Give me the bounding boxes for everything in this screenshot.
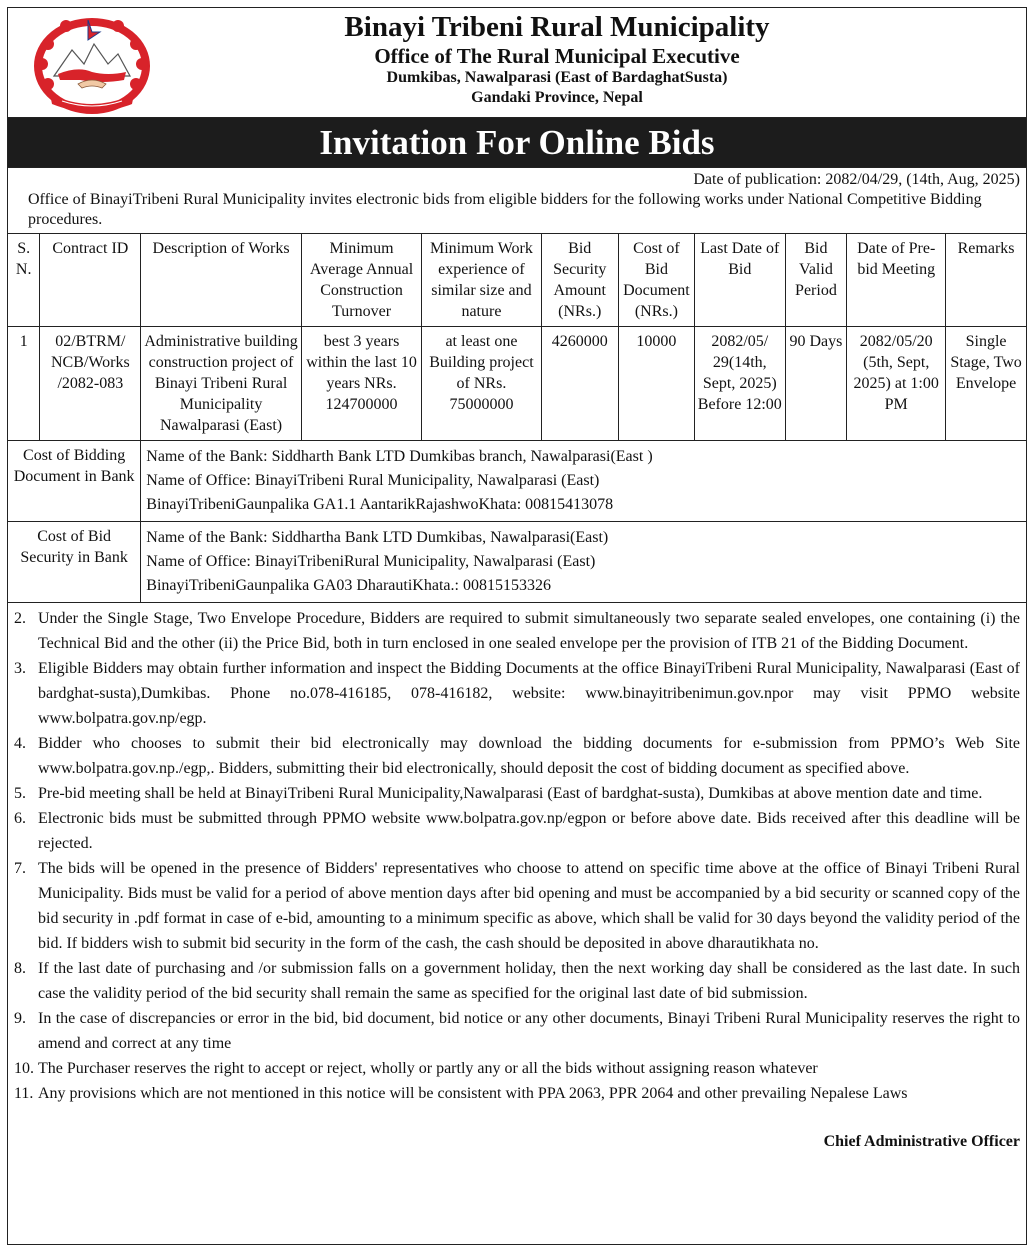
- nepal-government-emblem-icon: [28, 14, 156, 114]
- col-header: Bid Valid Period: [785, 234, 847, 327]
- header-text: [168, 10, 946, 108]
- clause-item: [14, 781, 1020, 806]
- cell-sn: 1: [8, 327, 40, 441]
- col-header: Remarks: [946, 234, 1026, 327]
- table-header-row: [8, 234, 1026, 327]
- publication-date: Date of publication: 2082/04/29, (14th, Aug, 2025): [693, 171, 1020, 188]
- office-name: Office of The Rural Municipal Executive: [374, 44, 740, 68]
- col-header: Minimum Work experience of similar size and nature: [422, 234, 541, 327]
- bank-row-bid-security: [8, 522, 1026, 603]
- bank-line: BinayiTribeniGaunpalika GA1.1 AantarikRajashwoKhata: 00815413078: [146, 496, 614, 513]
- col-header: Bid Security Amount (NRs.): [541, 234, 618, 327]
- clause-text: In the case of discrepancies or error in the bid, bid document, bid notice or any other documents, Binayi Tribeni Rural Municipality reserves the right to amend and correct at any time: [38, 1010, 1020, 1052]
- clause-number: 8.: [14, 960, 26, 977]
- cell-last-date: 2082/05/ 29(14th, Sept, 2025) Before 12:00: [694, 327, 785, 441]
- intro-text: Office of BinayiTribeni Rural Municipality invites electronic bids from eligible bidders for the following works under National Competitive Bidding procedures.: [28, 191, 982, 228]
- notice-title-banner: Invitation For Online Bids: [8, 118, 1026, 168]
- col-header: Last Date of Bid: [694, 234, 785, 327]
- clause-text: Bidder who chooses to submit their bid electronically may download the bidding documents for e-submission from PPMO’s Web Site www.bolpatra.gov.np./egp,. Bidders, submitting their bid electronically, should deposit the cost of bidding document as specified above.: [38, 735, 1020, 777]
- clause-number: 3.: [14, 660, 26, 677]
- clause-number: 4.: [14, 735, 26, 752]
- col-header: Description of Works: [141, 234, 302, 327]
- office-province: Gandaki Province, Nepal: [471, 89, 643, 106]
- clause-number: 11.: [14, 1085, 34, 1102]
- clause-number: 9.: [14, 1010, 26, 1027]
- cell-experience: at least one Building project of NRs. 75000000: [422, 327, 541, 441]
- col-header: Cost of Bid Document (NRs.): [618, 234, 694, 327]
- municipality-name: Binayi Tribeni Rural Municipality: [344, 11, 770, 43]
- clause-text: Any provisions which are not mentioned in this notice will be consistent with PPA 2063, PPR 2064 and other prevailing Nepalese Laws: [38, 1085, 908, 1102]
- clause-item: [14, 731, 1020, 781]
- cell-contract-id: 02/BTRM/ NCB/Works /2082-083: [40, 327, 141, 441]
- notice-clauses: [8, 603, 1026, 1131]
- clause-text: Eligible Bidders may obtain further information and inspect the Bidding Documents at the office BinayiTribeni Rural Municipality, Nawalparasi (East of bardghat-susta),Dumkibas. Phone no.078-416185, 078-416182, website: www.binayitribenimun.gov.npor may visit PPMO website www.bolpatra.gov.np/egp.: [38, 660, 1020, 727]
- cell-valid-period: 90 Days: [785, 327, 847, 441]
- col-header: Contract ID: [40, 234, 141, 327]
- clause-item: [14, 1106, 1020, 1131]
- clause-text: The Purchaser reserves the right to accept or reject, wholly or partly any or all the bids without assigning reason whatever: [38, 1060, 818, 1077]
- signature-title: Chief Administrative Officer: [823, 1133, 1020, 1150]
- bank-row-label: Cost of Bid Security in Bank: [8, 522, 141, 603]
- cell-prebid: 2082/05/20 (5th, Sept, 2025) at 1:00 PM: [847, 327, 946, 441]
- bank-line: Name of the Bank: Siddharth Bank LTD Dumkibas branch, Nawalparasi(East ): [146, 448, 653, 465]
- cell-doc-cost: 10000: [618, 327, 694, 441]
- office-address: Dumkibas, Nawalparasi (East of BardaghatSusta): [386, 69, 728, 86]
- clause-text: If the last date of purchasing and /or submission falls on a government holiday, then the next working day shall be considered as the last date. In such case the validity period of the bid security shall remain the same as specified for the original last date of bid submission.: [38, 960, 1020, 1002]
- bids-table: [8, 233, 1026, 603]
- intro-paragraph: [8, 190, 1026, 230]
- clause-number: 2.: [14, 610, 26, 627]
- clause-text: Pre-bid meeting shall be held at BinayiTribeni Rural Municipality,Nawalparasi (East of bardghat-susta), Dumkibas at above mention date and time.: [38, 785, 983, 802]
- clause-number: 10.: [14, 1060, 34, 1077]
- cell-bid-security: 4260000: [541, 327, 618, 441]
- bank-row-label: Cost of Bidding Document in Bank: [8, 441, 141, 522]
- bank-line: Name of the Bank: Siddhartha Bank LTD Dumkibas, Nawalparasi(East): [146, 529, 609, 546]
- cell-description: Administrative building construction project of Binayi Tribeni Rural Municipality Nawalparasi (East): [141, 327, 302, 441]
- clause-item: [14, 806, 1020, 856]
- clause-item: [14, 656, 1020, 731]
- bank-line: BinayiTribeniGaunpalika GA03 DharautiKhata.: 00815153326: [146, 577, 551, 594]
- clause-item: [14, 856, 1020, 956]
- clause-text: Under the Single Stage, Two Envelope Procedure, Bidders are required to submit simultaneously two separate sealed envelopes, one containing (i) the Technical Bid and the other (ii) the Price Bid, both in turn enclosed in one sealed envelope per the provision of ITB 21 of the Bidding Document.: [38, 610, 1020, 652]
- bank-row-bidding-document: [8, 441, 1026, 522]
- intro-number: [8, 190, 28, 210]
- col-header: Minimum Average Annual Construction Turnover: [301, 234, 421, 327]
- clause-item: [14, 1006, 1020, 1056]
- clause-number: 5.: [14, 785, 26, 802]
- cell-remarks: Single Stage, Two Envelope: [946, 327, 1026, 441]
- bank-row-details: [141, 441, 1026, 522]
- clause-item: [14, 1056, 1020, 1081]
- clause-number: 6.: [14, 810, 26, 827]
- bank-line: Name of Office: BinayiTribeniRural Municipality, Nawalparasi (East): [146, 553, 596, 570]
- clause-number: 7.: [14, 860, 26, 877]
- clause-text: Electronic bids must be submitted through PPMO website www.bolpatra.gov.np/egpon or before above date. Bids received after this deadline will be rejected.: [38, 810, 1020, 852]
- col-header: Date of Pre-bid Meeting: [847, 234, 946, 327]
- header: [8, 8, 1026, 118]
- bank-row-details: [141, 522, 1026, 603]
- notice-page: [7, 7, 1027, 1245]
- cell-turnover: best 3 years within the last 10 years NRs. 124700000: [301, 327, 421, 441]
- clause-text: The bids will be opened in the presence of Bidders' representatives who choose to attend on specific time above at the office of Binayi Tribeni Rural Municipality. Bids must be valid for a period of above mention days after bid opening and must be accompanied by a bid security or scanned copy of the bid security in .pdf format in case of e-bid, amounting to a minimum specific as above, which shall be valid for 30 days beyond the validity period of the bid. If bidders wish to submit bid security in the form of the cash, the cash should be deposited in above dharautikhata no.: [38, 860, 1020, 952]
- clause-item: [14, 606, 1020, 656]
- table-row: [8, 327, 1026, 441]
- bank-line: Name of Office: BinayiTribeni Rural Municipality, Nawalparasi (East): [146, 472, 600, 489]
- col-header: S. N.: [8, 234, 40, 327]
- clause-item: [14, 956, 1020, 1006]
- clause-item: [14, 1081, 1020, 1106]
